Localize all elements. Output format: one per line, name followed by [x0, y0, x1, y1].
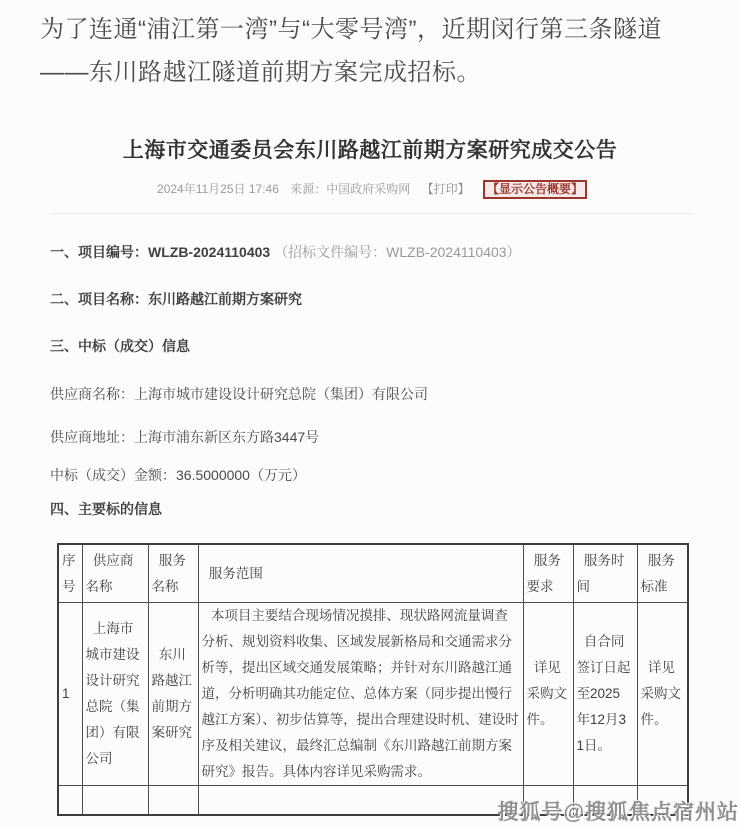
publish-datetime: 2024年11月25日 17:46 — [157, 182, 279, 196]
cell-service-name: 东川路越江前期方案研究 — [148, 602, 198, 785]
award-amount-line: 中标（成交）金额：36.5000000（万元） — [50, 467, 306, 484]
project-name-label: 二、项目名称： — [50, 291, 148, 308]
print-button[interactable]: 【打印】 — [421, 182, 470, 196]
horizontal-divider — [50, 213, 694, 214]
th-serial-number: 序号 — [58, 544, 82, 602]
award-info-heading: 三、中标（成交）信息 — [50, 338, 190, 355]
award-table — [57, 543, 689, 816]
main-target-heading: 四、主要标的信息 — [50, 501, 162, 518]
bid-doc-number-note: （招标文件编号：WLZB-2024110403） — [274, 244, 521, 261]
table-row — [58, 602, 688, 785]
th-supplier-name: 供应商名称 — [82, 544, 148, 602]
cell-service-time: 自合同签订日起至2025年12月31日。 — [573, 602, 637, 785]
supplier-address-line: 供应商地址：上海市浦东新区东方路3447号 — [50, 429, 320, 446]
table-header-row — [58, 544, 688, 602]
project-number-label: 一、项目编号： — [50, 244, 148, 261]
supplier-name-line: 供应商名称：上海市城市建设设计研究总院（集团）有限公司 — [50, 386, 428, 403]
empty-cell — [58, 785, 82, 815]
page-title: 上海市交通委员会东川路越江前期方案研究成交公告 — [122, 139, 618, 162]
cell-service-requirement: 详见采购文件。 — [523, 602, 573, 785]
show-summary-button[interactable]: 【显示公告概要】 — [483, 180, 587, 199]
th-service-standard: 服务标准 — [637, 544, 688, 602]
th-service-requirement: 服务要求 — [523, 544, 573, 602]
intro-paragraph: 为了连通“浦江第一湾”与“大零号湾”，近期闵行第三条隧道——东川路越江隧道前期方案完成招标。 — [40, 16, 662, 86]
th-service-time: 服务时间 — [573, 544, 637, 602]
cell-service-scope: 本项目主要结合现场情况摸排、现状路网流量调查分析、规划资料收集、区域发展新格局和交通需求分析等，提出区域交通发展策略；并针对东川路越江通道，分析明确其功能定位、总体方案（同步提出慢行越江方案）、初步估算等，提出合理建设时机、建设时序及相关建议，最终汇总编制《东川路越江前期方案研究》报告。具体内容详见采购需求。 — [198, 602, 523, 785]
project-name-line — [50, 289, 700, 309]
source-label: 来源：中国政府采购网 — [290, 182, 411, 196]
meta-line — [0, 180, 740, 199]
project-number-line — [50, 242, 700, 262]
empty-cell — [198, 785, 523, 815]
cell-supplier-name: 上海市城市建设设计研究总院（集团）有限公司 — [82, 602, 148, 785]
th-service-name: 服务名称 — [148, 544, 198, 602]
empty-cell — [82, 785, 148, 815]
th-service-scope: 服务范围 — [198, 544, 523, 602]
cell-serial-number: 1 — [58, 602, 82, 785]
empty-cell — [148, 785, 198, 815]
sohu-watermark: 搜狐号@搜狐焦点宿州站 — [497, 801, 739, 824]
project-number-value: WLZB-2024110403 — [148, 244, 271, 261]
project-name-value: 东川路越江前期方案研究 — [148, 291, 302, 308]
cell-service-standard: 详见采购文件。 — [637, 602, 688, 785]
